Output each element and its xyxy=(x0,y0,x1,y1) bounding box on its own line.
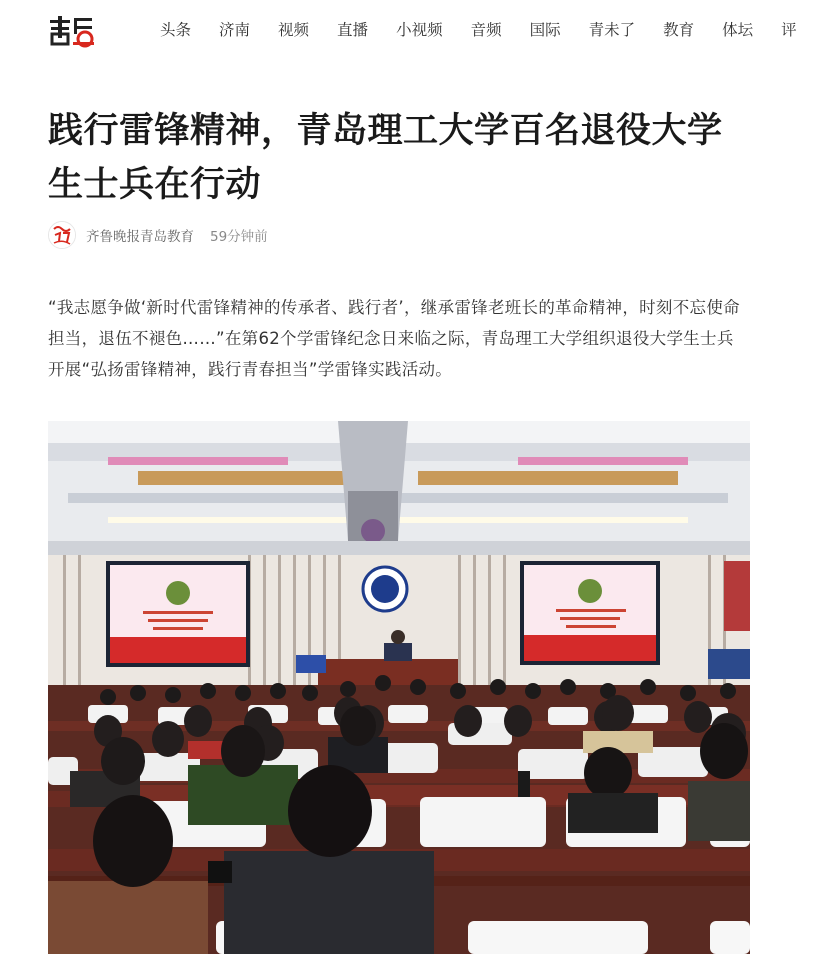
author-name[interactable]: 齐鲁晚报青岛教育 xyxy=(86,229,194,245)
top-nav xyxy=(0,0,797,62)
nav-item-video[interactable]: 视频 xyxy=(278,21,310,39)
article-title: 践行雷锋精神，青岛理工大学百名退役大学生士兵在行动 xyxy=(48,111,723,205)
nav-item-qingweiliao[interactable]: 青未了 xyxy=(588,21,636,39)
article-paragraph: “我志愿争做‘新时代雷锋精神的传承者、践行者’，继承雷锋老班长的革命精神，时刻不忘使命担当，退伍不褪色……”在第62个学雷锋纪念日来临之际，青岛理工大学组织退役大学生士兵开展“弘扬雷锋精神，践行青春担当”学雷锋实践活动。 xyxy=(48,298,740,379)
site-logo[interactable] xyxy=(48,14,96,48)
nav-item-education[interactable]: 教育 xyxy=(663,21,695,39)
publish-time: 59分钟前 xyxy=(210,229,268,245)
channel-menu xyxy=(160,20,825,40)
nav-item-audio[interactable]: 音频 xyxy=(470,21,502,39)
nav-item-sports[interactable]: 体坛 xyxy=(722,21,754,39)
article-meta xyxy=(48,220,268,250)
article-photo[interactable] xyxy=(48,421,750,954)
nav-item-comment[interactable]: 评 xyxy=(781,21,797,39)
nav-item-live[interactable]: 直播 xyxy=(337,21,369,39)
nav-item-jinan[interactable]: 济南 xyxy=(219,21,251,39)
nav-item-international[interactable]: 国际 xyxy=(529,21,561,39)
nav-item-headline[interactable]: 头条 xyxy=(160,21,192,39)
nav-item-short-video[interactable]: 小视频 xyxy=(396,21,443,39)
author-avatar[interactable] xyxy=(48,221,76,249)
